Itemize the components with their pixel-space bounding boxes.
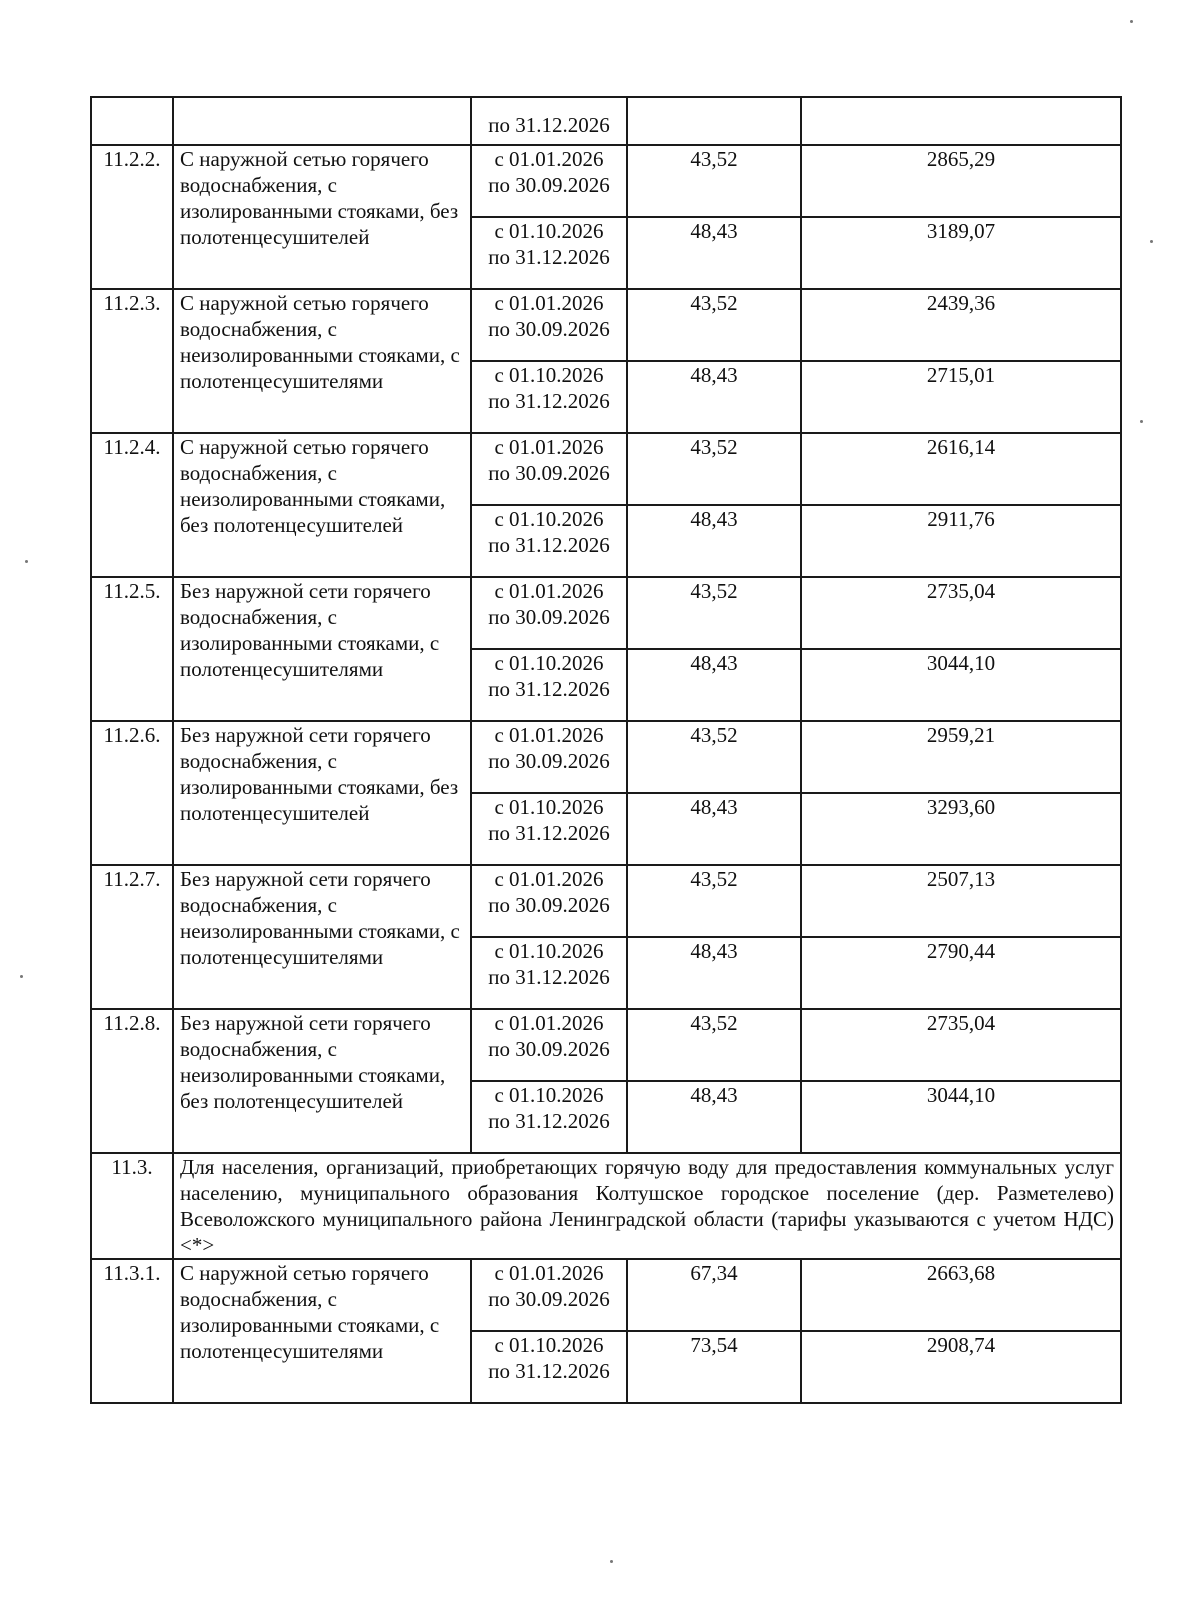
row-description: С наружной сетью горячего водоснабжения, с неизолированными стояками, с полотенцесушителями [173,289,471,433]
tariff-value: 2507,13 [801,865,1121,937]
rate-value: 48,43 [627,649,801,721]
tariff-value: 2663,68 [801,1259,1121,1331]
table-row [91,145,1121,217]
tariff-value: 2715,01 [801,361,1121,433]
row-description: Без наружной сети горячего водоснабжения, с изолированными стояками, с полотенцесушителями [173,577,471,721]
tariff-cell [801,97,1121,145]
rate-value: 43,52 [627,721,801,793]
row-description: С наружной сетью горячего водоснабжения, с изолированными стояками, с полотенцесушителями [173,1259,471,1403]
period-to: по 30.09.2026 [488,461,610,485]
period-cell [471,721,627,793]
period-cell [471,505,627,577]
period-from: с 01.10.2026 [494,939,604,963]
tariff-value: 2735,04 [801,577,1121,649]
period-cell [471,1259,627,1331]
rate-value: 48,43 [627,937,801,1009]
tariff-value: 3189,07 [801,217,1121,289]
tariff-value: 2735,04 [801,1009,1121,1081]
tariff-value: 2911,76 [801,505,1121,577]
description-cell [173,97,471,145]
period-from: с 01.01.2026 [494,1261,604,1285]
tariff-value: 2616,14 [801,433,1121,505]
row-number: 11.2.7. [91,865,173,1009]
period-from: с 01.10.2026 [494,651,604,675]
period-to: по 30.09.2026 [488,1037,610,1061]
period-from: с 01.10.2026 [494,1083,604,1107]
tariff-table [90,96,1122,1404]
period-cell [471,97,627,145]
tariff-value: 2865,29 [801,145,1121,217]
period-to: по 31.12.2026 [488,245,610,269]
table-row [91,97,1121,145]
tariff-value: 2790,44 [801,937,1121,1009]
rate-value: 43,52 [627,577,801,649]
period-from: с 01.01.2026 [494,723,604,747]
scan-speck [20,975,23,978]
period-cell [471,577,627,649]
scan-speck [1150,240,1153,243]
row-number: 11.2.4. [91,433,173,577]
rate-value: 43,52 [627,145,801,217]
period-to: по 31.12.2026 [488,1109,610,1133]
table-row [91,865,1121,937]
table-row [91,721,1121,793]
section-number: 11.3. [91,1153,173,1259]
period-from: с 01.01.2026 [494,291,604,315]
period-from: с 01.10.2026 [494,219,604,243]
period-to: по 30.09.2026 [488,173,610,197]
period-from: с 01.01.2026 [494,579,604,603]
number-cell [91,97,173,145]
period-from: с 01.01.2026 [494,1011,604,1035]
row-number: 11.2.5. [91,577,173,721]
period-to: по 31.12.2026 [488,821,610,845]
period-to: по 31.12.2026 [488,677,610,701]
period-cell [471,361,627,433]
rate-value: 48,43 [627,1081,801,1153]
rate-value: 67,34 [627,1259,801,1331]
period-from: с 01.01.2026 [494,867,604,891]
row-description: Без наружной сети горячего водоснабжения, с изолированными стояками, без полотенцесушителей [173,721,471,865]
period-from: с 01.01.2026 [494,435,604,459]
scan-speck [1140,420,1143,423]
row-number: 11.2.3. [91,289,173,433]
tariff-value: 3293,60 [801,793,1121,865]
period-from: с 01.01.2026 [494,147,604,171]
row-description: С наружной сетью горячего водоснабжения, с изолированными стояками, без полотенцесушителей [173,145,471,289]
period-to: по 30.09.2026 [488,749,610,773]
period-cell [471,865,627,937]
tariff-value: 3044,10 [801,649,1121,721]
period-from: с 01.10.2026 [494,507,604,531]
period-cell [471,145,627,217]
rate-value: 48,43 [627,217,801,289]
row-number: 11.2.2. [91,145,173,289]
rate-value: 73,54 [627,1331,801,1403]
section-row [91,1153,1121,1259]
tariff-value: 2908,74 [801,1331,1121,1403]
period-cell [471,1009,627,1081]
rate-value: 43,52 [627,433,801,505]
tariff-value: 3044,10 [801,1081,1121,1153]
rate-value: 43,52 [627,865,801,937]
row-number: 11.3.1. [91,1259,173,1403]
period-cell [471,1081,627,1153]
period-to: по 31.12.2026 [488,389,610,413]
rate-value: 48,43 [627,793,801,865]
tariff-value: 2439,36 [801,289,1121,361]
row-number: 11.2.8. [91,1009,173,1153]
rate-value: 48,43 [627,505,801,577]
period-to: по 30.09.2026 [488,893,610,917]
period-from: с 01.10.2026 [494,1333,604,1357]
period-cell [471,433,627,505]
rate-cell [627,97,801,145]
table-row [91,433,1121,505]
period-to: по 31.12.2026 [488,113,610,137]
scan-speck [25,560,28,563]
table-row [91,577,1121,649]
rate-value: 43,52 [627,289,801,361]
table-row [91,289,1121,361]
period-to: по 30.09.2026 [488,317,610,341]
section-text: Для населения, организаций, приобретающих горячую воду для предоставления коммунальных услуг населению, муниципального образования Колтушское городское поселение (дер. Разметелево) Всеволожского муниципального района Ленинградской области (тарифы указываются с учетом НДС) <*> [173,1153,1121,1259]
period-to: по 31.12.2026 [488,533,610,557]
period-to: по 31.12.2026 [488,1359,610,1383]
period-cell [471,289,627,361]
period-cell [471,649,627,721]
period-to: по 30.09.2026 [488,605,610,629]
period-cell [471,217,627,289]
row-description: С наружной сетью горячего водоснабжения, с неизолированными стояками, без полотенцесушителей [173,433,471,577]
period-cell [471,1331,627,1403]
row-number: 11.2.6. [91,721,173,865]
period-cell [471,937,627,1009]
table-row [91,1009,1121,1081]
period-from: с 01.10.2026 [494,795,604,819]
row-description: Без наружной сети горячего водоснабжения, с неизолированными стояками, с полотенцесушителями [173,865,471,1009]
row-description: Без наружной сети горячего водоснабжения, с неизолированными стояками, без полотенцесушителей [173,1009,471,1153]
rate-value: 43,52 [627,1009,801,1081]
period-to: по 30.09.2026 [488,1287,610,1311]
rate-value: 48,43 [627,361,801,433]
scan-speck [1130,20,1133,23]
period-to: по 31.12.2026 [488,965,610,989]
period-from: с 01.10.2026 [494,363,604,387]
tariff-value: 2959,21 [801,721,1121,793]
table-row [91,1259,1121,1331]
period-cell [471,793,627,865]
scan-speck [610,1560,613,1563]
